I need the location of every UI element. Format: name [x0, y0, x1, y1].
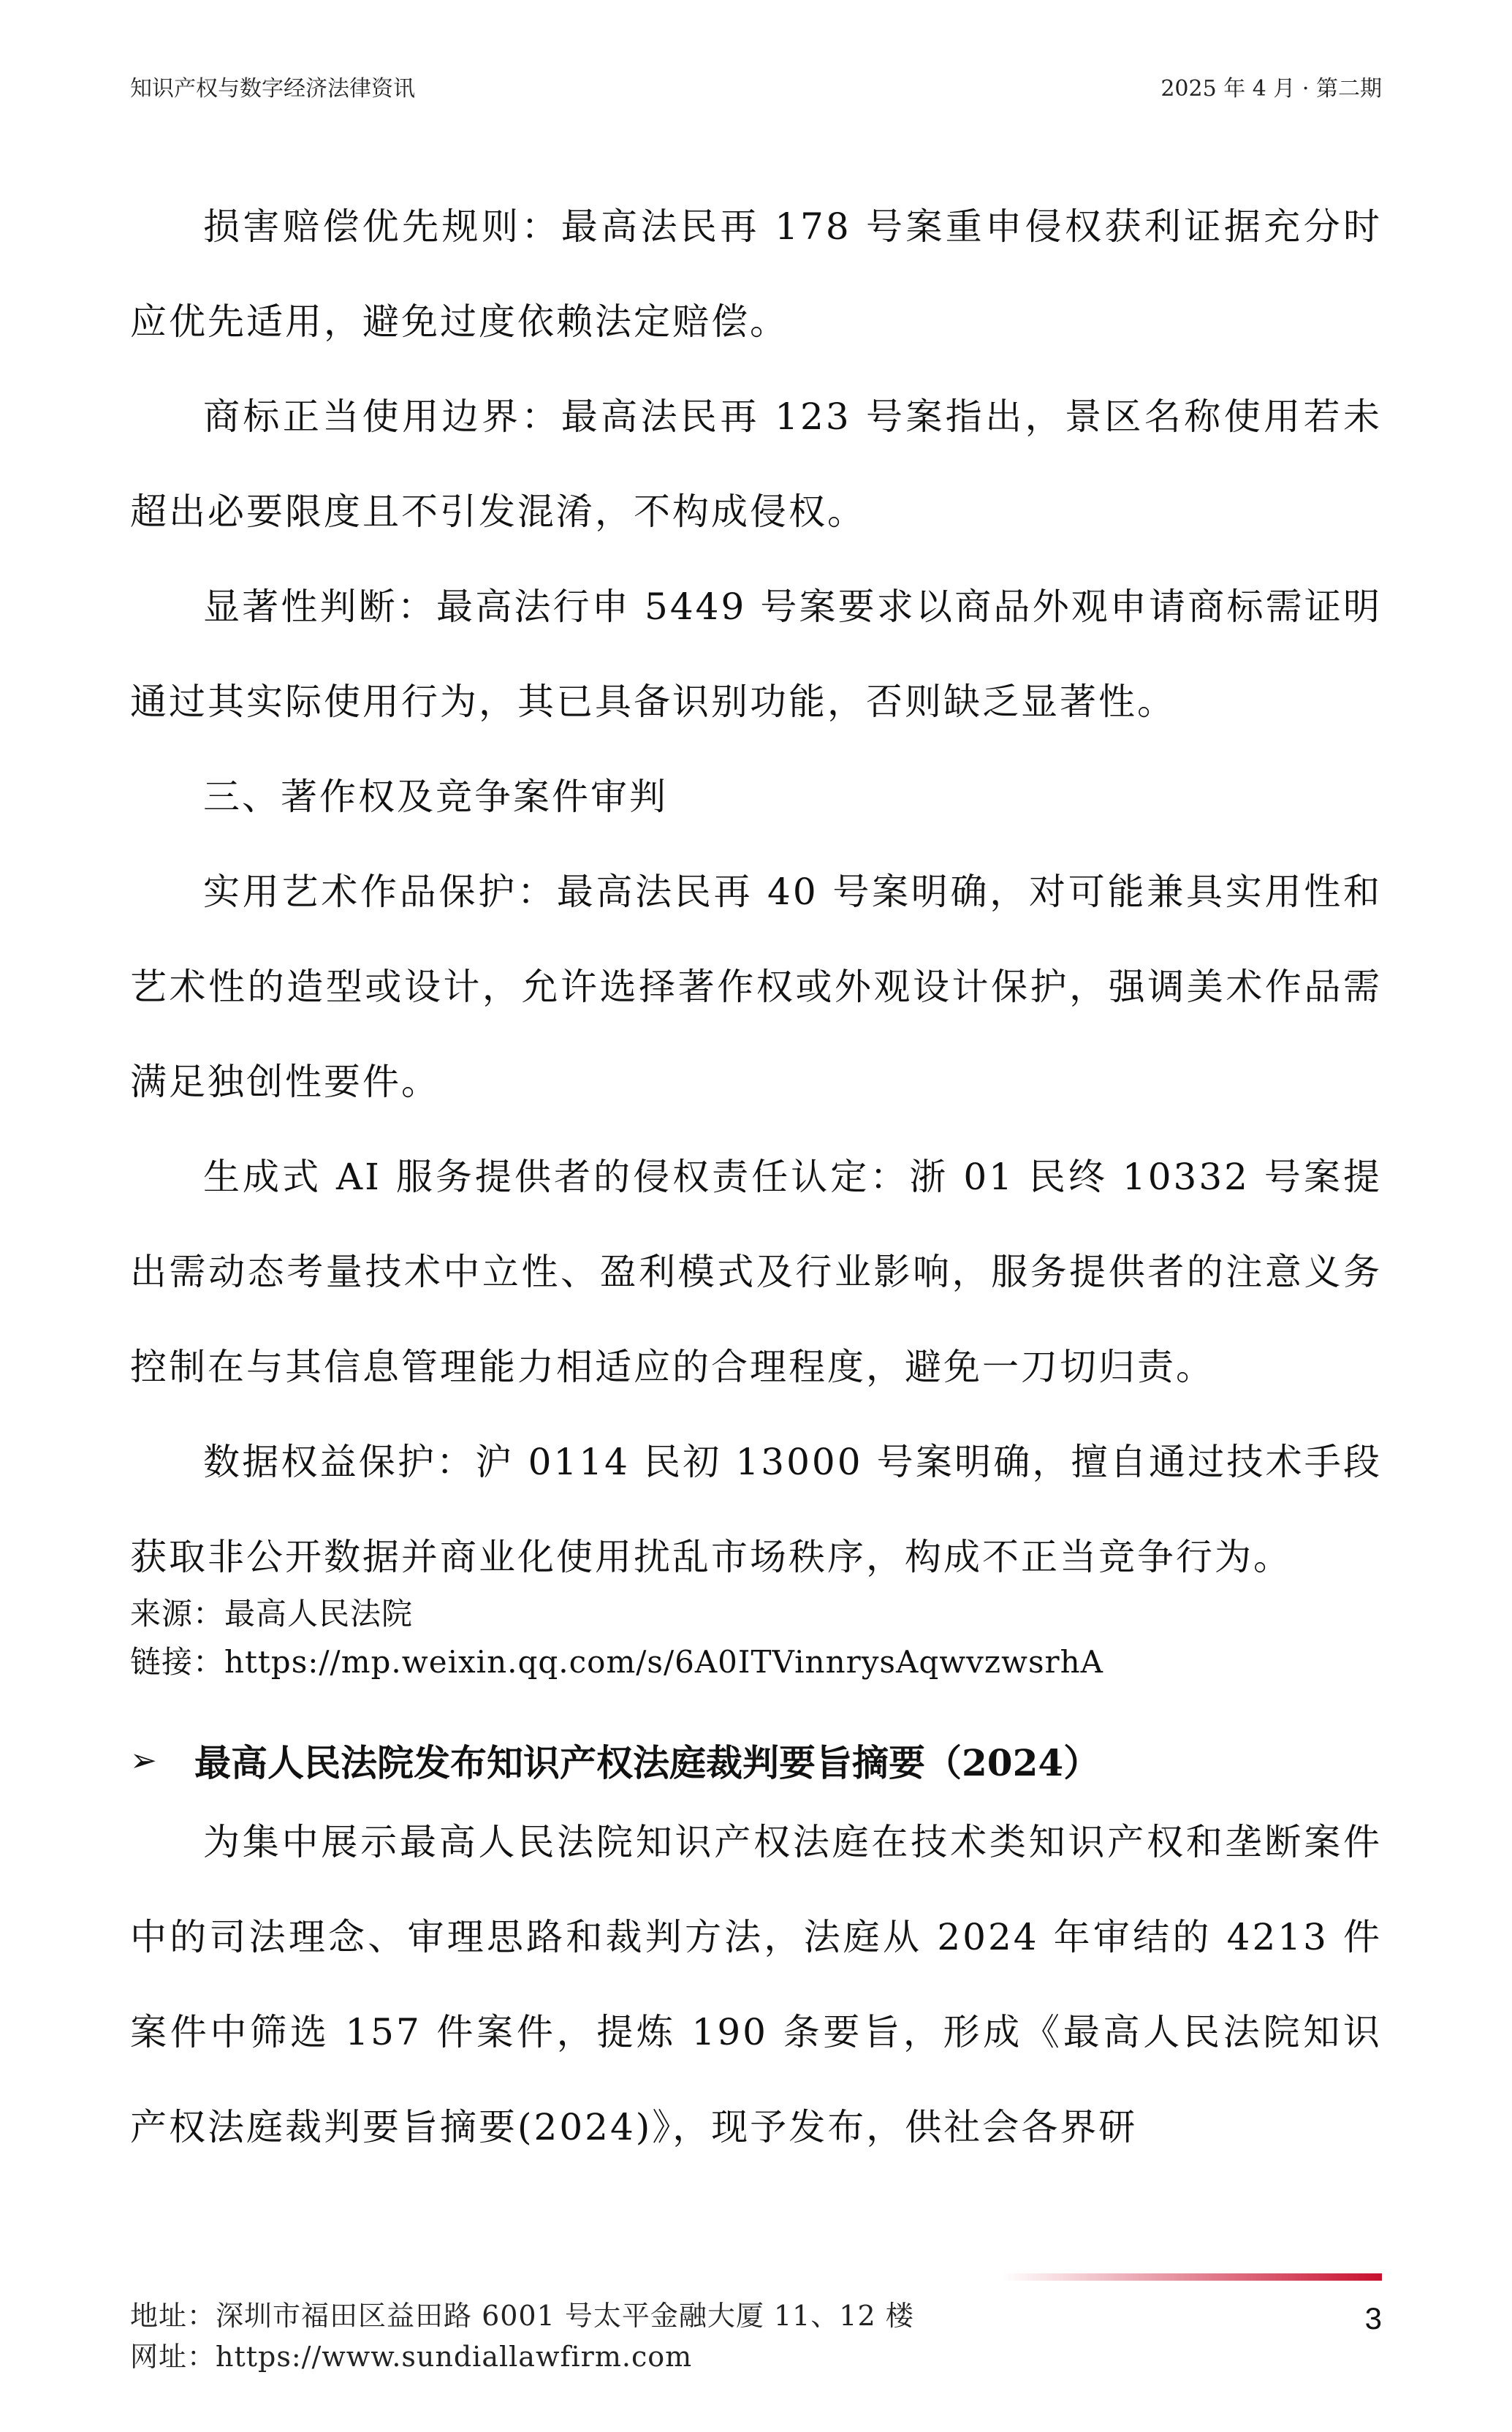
paragraph-distinctiveness: 显著性判断：最高法行申 5449 号案要求以商品外观申请商标需证明通过其实际使用行为，其已具备识别功能，否则缺乏显著性。 — [130, 586, 1382, 723]
section-heading-2024 — [130, 1735, 1382, 1786]
footer-accent-bar — [1002, 2273, 1382, 2281]
footer-text — [130, 2295, 914, 2377]
source-line: 来源：最高人民法院 — [130, 1596, 414, 1632]
source-link[interactable]: 链接：https://mp.weixin.qq.com/s/6A0ITVinnrysAqwvzwsrhA — [130, 1644, 1103, 1680]
publication-title: 知识产权与数字经济法律资讯 — [130, 76, 415, 102]
arrow-bullet-icon: ➢ — [130, 1741, 157, 1779]
paragraph-applied-art: 实用艺术作品保护：最高法民再 40 号案明确，对可能兼具实用性和艺术性的造型或设计，允许选择著作权或外观设计保护，强调美术作品需满足独创性要件。 — [130, 871, 1382, 1103]
paragraph-damages: 损害赔偿优先规则：最高法民再 178 号案重申侵权获利证据充分时应优先适用，避免过度依赖法定赔偿。 — [130, 205, 1382, 343]
footer-address: 地址：深圳市福田区益田路 6001 号太平金融大厦 11、12 楼 — [130, 2300, 914, 2332]
page-number: 3 — [1364, 2301, 1382, 2336]
section-title: 最高人民法院发布知识产权法庭裁判要旨摘要（2024） — [194, 1741, 1101, 1784]
section-heading-copyright: 三、著作权及竞争案件审判 — [203, 776, 668, 818]
paragraph-generative-ai: 生成式 AI 服务提供者的侵权责任认定：浙 01 民终 10332 号案提出需动态考量技术中立性、盈利模式及行业影响，服务提供者的注意义务控制在与其信息管理能力相适应的合理程度，避免一刀切归责。 — [130, 1156, 1382, 1388]
main-content — [130, 179, 1382, 2175]
page-header — [130, 70, 1382, 102]
issue-label: 2025 年 4 月 · 第二期 — [1160, 76, 1382, 102]
footer-website[interactable]: 网址：https://www.sundiallawfirm.com — [130, 2341, 693, 2373]
paragraph-data-rights: 数据权益保护：沪 0114 民初 13000 号案明确，擅自通过技术手段获取非公开数据并商业化使用扰乱市场秩序，构成不正当竞争行为。 — [130, 1441, 1382, 1578]
paragraph-2024-summary: 为集中展示最高人民法院知识产权法庭在技术类知识产权和垄断案件中的司法理念、审理思路和裁判方法，法庭从 2024 年审结的 4213 件案件中筛选 157 件案件，提炼 190 条要旨，形成《最高人民法院知识产权法庭裁判要旨摘要(2024)》，现予发布，供社会各界研 — [130, 1821, 1382, 2148]
paragraph-trademark-fair-use: 商标正当使用边界：最高法民再 123 号案指出，景区名称使用若未超出必要限度且不引发混淆，不构成侵权。 — [130, 395, 1382, 533]
